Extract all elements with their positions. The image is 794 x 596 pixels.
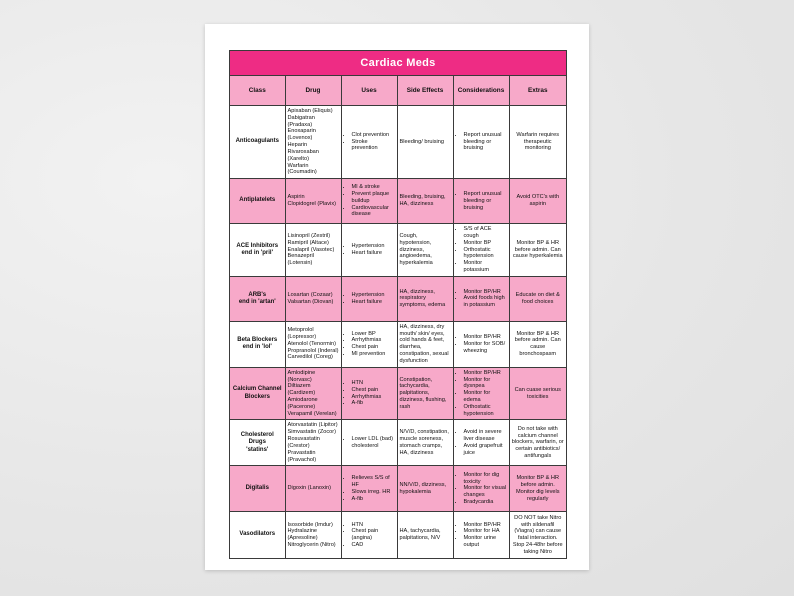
uses-item: • Heart failure <box>352 250 395 257</box>
considerations-item: • Avoid foods high in potassium <box>464 295 507 309</box>
uses-list <box>344 331 395 358</box>
considerations-list <box>456 472 507 506</box>
uses-item: • Clot prevention <box>352 132 395 139</box>
drug-name: Benazepril (Lotensin) <box>287 253 314 267</box>
considerations-item: • Monitor potassium <box>464 260 507 274</box>
class-cell <box>230 179 285 224</box>
cardiac-meds-table-container <box>229 50 567 559</box>
drug-cell <box>285 420 341 466</box>
header-uses: Uses <box>341 76 397 106</box>
considerations-item: • Report unusual bleeding or bruising <box>464 132 507 152</box>
considerations-item: • Monitor for visual changes <box>464 485 507 499</box>
considerations-cell <box>453 367 509 420</box>
side-effects-cell: HA, tachycardia, palpitations, N/V <box>397 512 453 558</box>
table-row <box>230 224 566 277</box>
considerations-item: • Orthostatic hypotension <box>464 404 507 418</box>
uses-cell <box>341 106 397 179</box>
uses-item: • A-fib <box>352 400 395 407</box>
drug-name: Diltiazem (Cardizem) <box>287 383 316 397</box>
drug-name: Isosorbide (Imdur) <box>287 521 333 528</box>
drug-name: Hydralazine (Apresoline) <box>287 528 318 542</box>
cardiac-meds-table <box>230 76 566 558</box>
drug-name: Carvedilol (Coreg) <box>287 354 333 361</box>
uses-item: • Lower LDL (bad) cholesterol <box>352 436 395 450</box>
extras-cell: Warfarin requires therapeutic monitoring <box>509 106 566 179</box>
considerations-item: • Monitor BP/HR <box>464 522 507 529</box>
considerations-item: • Report unusual bleeding or bruising <box>464 191 507 211</box>
considerations-item: • Avoid grapefruit juice <box>464 443 507 457</box>
uses-cell <box>341 420 397 466</box>
uses-list <box>344 184 395 218</box>
header-class: Class <box>230 76 285 106</box>
side-effects-cell: Bleeding/ bruising <box>397 106 453 179</box>
drug-name: Verapamil (Verelan) <box>287 410 337 417</box>
drug-cell <box>285 224 341 277</box>
drug-name: Dabigatran (Pradaxa) <box>287 114 315 128</box>
class-name: Anticoagulants <box>235 138 279 145</box>
table-row <box>230 420 566 466</box>
considerations-item: • Monitor for dig toxicity <box>464 472 507 486</box>
table-row <box>230 367 566 420</box>
extras-cell: Monitor BP & HR before admin. Can cause bronchospasm <box>509 321 566 367</box>
class-cell <box>230 367 285 420</box>
class-name: end in 'pril' <box>241 249 274 256</box>
extras-cell: Can cuase serious toxicities <box>509 367 566 420</box>
class-cell <box>230 224 285 277</box>
drug-name: Clopidogrel (Plavix) <box>287 201 336 208</box>
considerations-list <box>456 289 507 309</box>
header-drug: Drug <box>285 76 341 106</box>
class-name: Blockers <box>244 393 270 400</box>
considerations-list <box>456 191 507 211</box>
extras-cell: Do not take with calcium channel blockers, warfarin, or certain antibiotics/ antifungals <box>509 420 566 466</box>
class-name: Cholesterol <box>240 431 274 438</box>
uses-cell <box>341 276 397 321</box>
class-cell <box>230 276 285 321</box>
considerations-list <box>456 522 507 549</box>
drug-name: Apixaban (Eliquis) <box>287 108 333 114</box>
uses-item: • Chest pain (angina) <box>352 528 395 542</box>
side-effects-cell: N/V/D, constipation, muscle soreness, stomach cramps, HA, dizziness <box>397 420 453 466</box>
drug-cell <box>285 276 341 321</box>
drug-cell <box>285 466 341 512</box>
considerations-item: • Orthostatic hypotension <box>464 247 507 261</box>
drug-name: Warfarin (Coumadin) <box>287 162 317 176</box>
header-extras: Extras <box>509 76 566 106</box>
uses-item: • HTN <box>352 522 395 529</box>
uses-list <box>344 292 395 306</box>
uses-item: • A-fib <box>352 496 395 503</box>
class-cell <box>230 420 285 466</box>
uses-cell <box>341 224 397 277</box>
uses-list <box>344 132 395 152</box>
uses-item: • Cardiovascular disease <box>352 205 395 219</box>
considerations-item: • Monitor BP/HR <box>464 289 507 296</box>
considerations-list <box>456 132 507 152</box>
class-name: Beta Blockers <box>237 336 278 343</box>
drug-name: Simvastatin (Zocor) <box>287 429 336 436</box>
drug-cell <box>285 179 341 224</box>
class-name: Antiplatelets <box>239 197 276 204</box>
drug-name: Ramipril (Altace) <box>287 239 329 246</box>
considerations-item: • Bradycardia <box>464 499 507 506</box>
class-name: ACE Inhibitors <box>236 242 279 249</box>
uses-item: • Slows irreg. HR <box>352 489 395 496</box>
drug-name: Digoxin (Lanoxin) <box>287 485 332 492</box>
drug-name: Pravastatin (Pravachol) <box>287 449 317 463</box>
drug-name: Propranolol (Inderal) <box>287 347 339 354</box>
uses-item: • Prevent plaque buildup <box>352 191 395 205</box>
uses-item: • Chest pain <box>352 344 395 351</box>
side-effects-cell: HA, dizziness, respiratory symptoms, edema <box>397 276 453 321</box>
drug-name: Enalapril (Vasotec) <box>287 246 335 253</box>
extras-cell: Educate on diet & food choices <box>509 276 566 321</box>
drug-name: Lisinopril (Zestril) <box>287 232 331 239</box>
drug-name: Rivaroxaban (Xarelto) <box>287 148 319 162</box>
considerations-item: • Monitor for dysnpea <box>464 377 507 391</box>
side-effects-cell: Bleeding, bruising, HA, dizziness <box>397 179 453 224</box>
drug-name: Valsartan (Diovan) <box>287 298 334 305</box>
uses-item: • MI & stroke <box>352 184 395 191</box>
drug-cell <box>285 106 341 179</box>
uses-list <box>344 380 395 407</box>
uses-cell <box>341 321 397 367</box>
class-name: Vasodilators <box>239 531 276 538</box>
uses-cell <box>341 466 397 512</box>
drug-name: Nitroglycerin (Nitro) <box>287 541 336 548</box>
considerations-item: • Monitor BP/HR <box>464 370 507 377</box>
table-row <box>230 276 566 321</box>
considerations-cell <box>453 224 509 277</box>
extras-cell: Monitor BP & HR before admin. Can cause hyperkalemia <box>509 224 566 277</box>
drug-name: Aspirin <box>287 194 305 201</box>
side-effects-cell: Cough, hypotension, dizziness, angioedema, hyperkalemia <box>397 224 453 277</box>
drug-cell <box>285 512 341 558</box>
uses-cell <box>341 512 397 558</box>
considerations-item: • Monitor urine output <box>464 535 507 549</box>
uses-item: • Lower BP <box>352 331 395 338</box>
extras-cell: Monitor BP & HR before admin. Monitor dig levels regularly <box>509 466 566 512</box>
considerations-item: • Monitor for SOB/ wheezing <box>464 341 507 355</box>
considerations-cell <box>453 466 509 512</box>
extras-cell: DO NOT take Nitro with sildenafil (Viagra) can cause fatal interaction. Stop 24-48hr before taking Nitro <box>509 512 566 558</box>
table-header-row <box>230 76 566 106</box>
page-title: Cardiac Meds <box>230 51 566 76</box>
considerations-cell <box>453 420 509 466</box>
uses-item: • Heart failure <box>352 299 395 306</box>
uses-list <box>344 436 395 450</box>
drug-name: Enoxaparin (Lovenox) <box>287 128 316 142</box>
table-row <box>230 321 566 367</box>
considerations-item: • Monitor BP/HR <box>464 334 507 341</box>
header-side-effects: Side Effects <box>397 76 453 106</box>
class-cell <box>230 321 285 367</box>
considerations-cell <box>453 106 509 179</box>
drug-name: Losartan (Cozaar) <box>287 292 333 298</box>
drug-name: Amiodarone (Pacerone) <box>287 396 318 410</box>
drug-name: Metoprolol (Lopressor) <box>287 327 317 341</box>
uses-item: • Arrhythmias <box>352 394 395 401</box>
considerations-cell <box>453 321 509 367</box>
uses-list <box>344 522 395 549</box>
uses-list <box>344 475 395 502</box>
drug-name: Rosuvastatin (Crestor) <box>287 436 320 449</box>
document-page <box>205 24 589 570</box>
considerations-list <box>456 334 507 354</box>
uses-cell <box>341 367 397 420</box>
uses-item: • MI prevention <box>352 351 395 358</box>
considerations-item: • S/S of ACE cough <box>464 226 507 240</box>
considerations-list <box>456 226 507 274</box>
uses-cell <box>341 179 397 224</box>
uses-item: • CAD <box>352 542 395 549</box>
extras-cell: Avoid OTC's with aspirin <box>509 179 566 224</box>
considerations-item: • Monitor for HA <box>464 528 507 535</box>
considerations-item: • Monitor BP <box>464 240 507 247</box>
uses-item: • Chest pain <box>352 387 395 394</box>
side-effects-cell: HA, dizziness, dry mouth/ skin/ eyes, cold hands & feet, diarrhea, constipation, sexual dysfunction <box>397 321 453 367</box>
table-row <box>230 179 566 224</box>
considerations-cell <box>453 512 509 558</box>
uses-item: • Arrhythmias <box>352 337 395 344</box>
considerations-item: • Monitor for edema <box>464 390 507 404</box>
table-row <box>230 106 566 179</box>
considerations-cell <box>453 276 509 321</box>
uses-item: • Relieves S/S of HF <box>352 475 395 489</box>
class-cell <box>230 466 285 512</box>
class-name: 'statins' <box>246 446 269 453</box>
class-name: end in 'artan' <box>238 298 276 305</box>
class-name: Drugs <box>248 439 266 446</box>
uses-item: • Hypertension <box>352 292 395 299</box>
drug-name: Atorvastatin (Lipitor) <box>287 422 338 429</box>
uses-item: • Stroke prevention <box>352 139 395 153</box>
drug-cell <box>285 367 341 420</box>
uses-list <box>344 243 395 257</box>
drug-name: Amlodipine (Norvasc) <box>287 369 316 383</box>
class-name: Calcium Channel <box>232 386 282 393</box>
drug-name: Heparin <box>287 142 308 149</box>
considerations-cell <box>453 179 509 224</box>
header-considerations: Considerations <box>453 76 509 106</box>
considerations-item: • Avoid in severe liver disease <box>464 429 507 443</box>
class-name: ARB's <box>248 291 267 298</box>
table-row <box>230 466 566 512</box>
class-name: Digitalis <box>245 485 269 492</box>
side-effects-cell: NN/V/D, dizziness, hypokalemia <box>397 466 453 512</box>
drug-cell <box>285 321 341 367</box>
side-effects-cell: Constipation, tachycardia, palpitations, dizziness, flushing, rash <box>397 367 453 420</box>
considerations-list <box>456 370 507 418</box>
table-row <box>230 512 566 558</box>
class-name: end in 'lol' <box>242 344 272 351</box>
uses-item: • Hypertension <box>352 243 395 250</box>
class-cell <box>230 512 285 558</box>
drug-name: Atenolol (Tenormin) <box>287 340 336 347</box>
uses-item: • HTN <box>352 380 395 387</box>
considerations-list <box>456 429 507 456</box>
class-cell <box>230 106 285 179</box>
